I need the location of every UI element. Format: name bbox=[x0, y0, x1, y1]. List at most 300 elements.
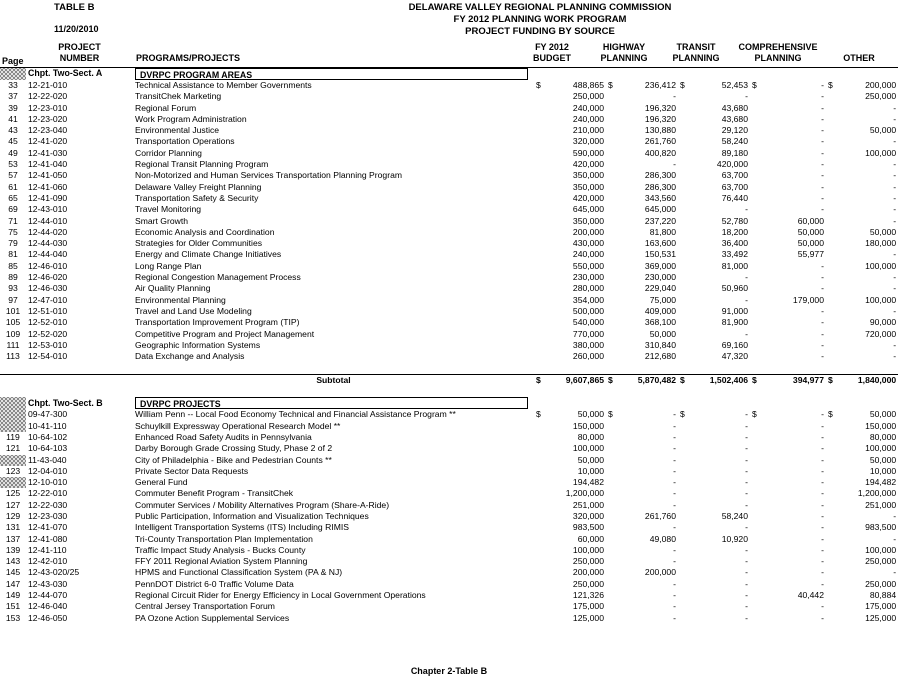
row-description: Regional Congestion Management Process bbox=[135, 272, 301, 283]
row-comprehensive-currency bbox=[750, 579, 760, 590]
row-other-value: 50,000 bbox=[869, 409, 897, 420]
row-project-number: 12-23-010 bbox=[28, 102, 68, 113]
row-transit-currency: $ bbox=[680, 80, 685, 90]
row-project-number: 12-44-040 bbox=[28, 249, 68, 260]
table-row bbox=[0, 421, 898, 432]
row-transit-currency bbox=[678, 136, 688, 147]
row-comprehensive-currency: $ bbox=[752, 80, 757, 90]
row-budget-value: 350,000 bbox=[572, 215, 604, 226]
row-budget-currency bbox=[534, 351, 544, 362]
row-description: Economic Analysis and Coordination bbox=[135, 226, 275, 237]
row-page-number: 149 bbox=[5, 590, 21, 601]
row-comprehensive-currency bbox=[750, 306, 760, 317]
row-budget-currency bbox=[534, 249, 544, 260]
row-project-number: 12-41-080 bbox=[28, 533, 68, 544]
row-comprehensive-currency bbox=[750, 159, 760, 170]
row-project-number: 12-44-020 bbox=[28, 226, 68, 237]
row-description: Regional Transit Planning Program bbox=[135, 159, 269, 170]
row-page-number: 81 bbox=[8, 249, 18, 260]
row-project-number: 12-23-020 bbox=[28, 113, 68, 124]
row-budget-currency bbox=[534, 500, 544, 511]
row-highway-currency bbox=[606, 340, 616, 351]
row-highway-value: - bbox=[673, 499, 676, 510]
row-highway-currency bbox=[606, 421, 616, 432]
row-budget-currency bbox=[534, 545, 544, 556]
report-title bbox=[300, 2, 780, 38]
row-highway-currency bbox=[606, 249, 616, 260]
row-description: Competitive Program and Project Management bbox=[135, 328, 315, 339]
table-label: TABLE B bbox=[54, 2, 95, 13]
row-highway-value: 343,560 bbox=[644, 192, 676, 203]
row-transit-value: - bbox=[745, 612, 748, 623]
section-title-cell bbox=[133, 397, 898, 409]
row-other-value: - bbox=[893, 170, 897, 181]
row-transit-currency bbox=[678, 249, 688, 260]
row-transit-value: 10,920 bbox=[721, 533, 748, 544]
row-other-currency bbox=[826, 432, 840, 443]
row-transit-currency bbox=[678, 432, 688, 443]
row-budget-value: 260,000 bbox=[572, 351, 604, 362]
row-transit-value: 89,180 bbox=[721, 147, 748, 158]
row-project-number: 12-22-010 bbox=[28, 488, 68, 499]
row-page-number: 69 bbox=[8, 204, 18, 215]
row-budget-value: 240,000 bbox=[572, 249, 604, 260]
row-other-value: - bbox=[893, 249, 897, 260]
title-line-1: DELAWARE VALLEY REGIONAL PLANNING COMMISSION bbox=[408, 2, 672, 13]
row-comprehensive-value: - bbox=[821, 567, 824, 578]
row-other-currency bbox=[826, 534, 840, 545]
row-budget-currency bbox=[534, 238, 544, 249]
row-transit-currency bbox=[678, 238, 688, 249]
row-comprehensive-currency bbox=[750, 522, 760, 533]
row-comprehensive-value: - bbox=[821, 125, 824, 136]
row-budget-currency bbox=[534, 534, 544, 545]
row-description: Darby Borough Grade Crossing Study, Phase 2 of 2 bbox=[135, 443, 333, 454]
row-budget-value: 770,000 bbox=[572, 328, 604, 339]
transit-line-1: TRANSIT bbox=[676, 42, 716, 52]
row-other-value: - bbox=[893, 192, 897, 203]
row-highway-currency bbox=[606, 590, 616, 601]
row-transit-currency bbox=[678, 283, 688, 294]
table-row bbox=[0, 466, 898, 477]
row-transit-value: - bbox=[745, 522, 748, 533]
row-budget-value: 240,000 bbox=[572, 102, 604, 113]
row-page-number bbox=[0, 455, 26, 466]
row-comprehensive-currency bbox=[750, 443, 760, 454]
row-project-number: 12-46-020 bbox=[28, 272, 68, 283]
row-comprehensive-value: - bbox=[821, 283, 824, 294]
row-page-number: 111 bbox=[6, 339, 20, 350]
row-description: Regional Forum bbox=[135, 102, 197, 113]
subtotal-transit-value: 1,502,406 bbox=[688, 374, 750, 386]
row-comprehensive-value: - bbox=[821, 328, 824, 339]
row-transit-currency bbox=[678, 500, 688, 511]
row-other-value: 175,000 bbox=[865, 601, 897, 612]
row-transit-currency bbox=[678, 613, 688, 624]
row-transit-value: - bbox=[745, 567, 748, 578]
row-budget-value: 420,000 bbox=[572, 192, 604, 203]
row-comprehensive-value: - bbox=[821, 305, 824, 316]
row-budget-currency bbox=[534, 329, 544, 340]
row-budget-currency bbox=[534, 477, 544, 488]
row-budget-value: 100,000 bbox=[572, 544, 604, 555]
row-budget-value: 80,000 bbox=[577, 431, 604, 442]
row-other-currency bbox=[826, 261, 840, 272]
row-transit-currency bbox=[678, 216, 688, 227]
row-highway-value: 237,220 bbox=[644, 215, 676, 226]
row-other-currency bbox=[826, 114, 840, 125]
row-comprehensive-value: - bbox=[821, 272, 824, 283]
row-highway-value: - bbox=[673, 601, 676, 612]
row-transit-value: 69,160 bbox=[721, 339, 748, 350]
row-highway-currency bbox=[606, 443, 616, 454]
row-description: PA Ozone Action Supplemental Services bbox=[135, 612, 290, 623]
row-transit-currency bbox=[678, 590, 688, 601]
row-other-value: - bbox=[893, 510, 897, 521]
row-highway-currency bbox=[606, 522, 616, 533]
row-transit-value: 29,120 bbox=[721, 125, 748, 136]
row-comprehensive-value: - bbox=[821, 339, 824, 350]
table-row bbox=[0, 477, 898, 488]
row-other-currency bbox=[826, 227, 840, 238]
row-transit-currency bbox=[678, 421, 688, 432]
row-highway-value: 150,531 bbox=[644, 249, 676, 260]
table-row bbox=[0, 556, 898, 567]
row-transit-currency bbox=[678, 466, 688, 477]
row-comprehensive-currency bbox=[750, 556, 760, 567]
row-transit-currency bbox=[678, 477, 688, 488]
row-page-number: 101 bbox=[5, 305, 21, 316]
row-other-currency bbox=[826, 238, 840, 249]
row-project-number: 12-41-020 bbox=[28, 136, 68, 147]
row-project-number: 12-22-030 bbox=[28, 499, 68, 510]
row-project-number: 12-52-020 bbox=[28, 328, 68, 339]
row-budget-value: 983,500 bbox=[572, 522, 604, 533]
row-other-value: 150,000 bbox=[865, 420, 897, 431]
column-header-highway bbox=[588, 42, 660, 64]
row-other-value: 100,000 bbox=[865, 260, 897, 271]
table-row bbox=[0, 261, 898, 272]
row-page-number: 125 bbox=[5, 488, 21, 499]
row-other-currency bbox=[826, 159, 840, 170]
row-highway-value: 50,000 bbox=[649, 328, 676, 339]
row-comprehensive-currency bbox=[750, 148, 760, 159]
row-other-currency bbox=[826, 103, 840, 114]
row-budget-currency bbox=[534, 567, 544, 578]
row-transit-currency bbox=[678, 114, 688, 125]
row-project-number: 12-46-040 bbox=[28, 601, 68, 612]
row-transit-currency bbox=[678, 204, 688, 215]
row-transit-value: - bbox=[745, 578, 748, 589]
row-budget-currency bbox=[534, 148, 544, 159]
row-project-number: 12-43-010 bbox=[28, 204, 68, 215]
row-highway-value: - bbox=[673, 544, 676, 555]
row-comprehensive-currency bbox=[750, 295, 760, 306]
row-project-number: 12-41-070 bbox=[28, 522, 68, 533]
row-other-currency bbox=[826, 170, 840, 181]
row-comprehensive-value: - bbox=[821, 136, 824, 147]
table-row bbox=[0, 272, 898, 283]
row-highway-currency bbox=[606, 159, 616, 170]
row-budget-value: 50,000 bbox=[577, 409, 604, 420]
subtotal-transit-currency: $ bbox=[678, 374, 688, 386]
row-budget-currency bbox=[534, 261, 544, 272]
row-highway-value: 230,000 bbox=[644, 272, 676, 283]
row-other-value: - bbox=[893, 533, 897, 544]
row-page-number bbox=[0, 477, 26, 488]
row-other-currency bbox=[826, 351, 840, 362]
row-transit-value: 81,900 bbox=[721, 317, 748, 328]
row-project-number: 12-46-010 bbox=[28, 260, 68, 271]
row-comprehensive-value: - bbox=[821, 510, 824, 521]
row-other-value: - bbox=[893, 204, 897, 215]
row-description: Environmental Planning bbox=[135, 294, 226, 305]
row-comprehensive-value: - bbox=[821, 170, 824, 181]
row-other-value: 10,000 bbox=[869, 465, 897, 476]
section-title: DVRPC PROJECTS bbox=[135, 397, 528, 409]
row-comprehensive-value: - bbox=[821, 260, 824, 271]
row-transit-value: 36,400 bbox=[721, 238, 748, 249]
row-budget-currency bbox=[534, 272, 544, 283]
table-row bbox=[0, 227, 898, 238]
row-highway-value: 400,820 bbox=[644, 147, 676, 158]
row-comprehensive-currency bbox=[750, 125, 760, 136]
row-highway-value: 236,412 bbox=[644, 80, 676, 90]
row-comprehensive-value: - bbox=[821, 443, 824, 454]
row-other-value: - bbox=[893, 159, 897, 170]
row-highway-currency bbox=[606, 283, 616, 294]
row-project-number: 12-23-030 bbox=[28, 510, 68, 521]
table-row bbox=[0, 545, 898, 556]
row-budget-value: 354,000 bbox=[572, 294, 604, 305]
row-comprehensive-currency bbox=[750, 601, 760, 612]
row-other-value: - bbox=[893, 181, 897, 192]
row-comprehensive-currency bbox=[750, 283, 760, 294]
row-comprehensive-currency bbox=[750, 317, 760, 328]
column-header-page: Page bbox=[2, 56, 24, 66]
row-comprehensive-value: - bbox=[821, 522, 824, 533]
row-transit-currency bbox=[678, 567, 688, 578]
row-project-number: 12-41-050 bbox=[28, 170, 68, 181]
row-comprehensive-value: 60,000 bbox=[797, 215, 824, 226]
title-line-2: FY 2012 PLANNING WORK PROGRAM bbox=[453, 14, 627, 25]
row-transit-currency bbox=[678, 91, 688, 102]
row-comprehensive-value: 179,000 bbox=[792, 294, 824, 305]
row-other-value: 100,000 bbox=[865, 544, 897, 555]
row-comprehensive-value: - bbox=[821, 181, 824, 192]
row-project-number: 12-47-010 bbox=[28, 294, 68, 305]
highway-line-2: PLANNING bbox=[600, 53, 648, 63]
row-highway-currency bbox=[606, 351, 616, 362]
row-transit-value: - bbox=[745, 499, 748, 510]
funding-table bbox=[0, 68, 898, 624]
row-transit-value: 91,000 bbox=[721, 305, 748, 316]
highway-line-1: HIGHWAY bbox=[602, 42, 646, 52]
row-project-number: 12-41-090 bbox=[28, 192, 68, 203]
row-page-number bbox=[0, 421, 26, 432]
row-other-currency bbox=[826, 249, 840, 260]
row-budget-value: 121,326 bbox=[572, 590, 604, 601]
table-row bbox=[0, 567, 898, 578]
subtotal-highway-value: 5,870,482 bbox=[616, 374, 678, 386]
row-other-currency bbox=[826, 545, 840, 556]
section-chapter-label: Chpt. Two-Sect. A bbox=[28, 68, 103, 79]
row-budget-value: 320,000 bbox=[572, 136, 604, 147]
row-project-number: 12-46-030 bbox=[28, 283, 68, 294]
row-description: Long Range Plan bbox=[135, 260, 202, 271]
row-comprehensive-value: - bbox=[821, 601, 824, 612]
row-page-number: 151 bbox=[5, 601, 21, 612]
row-highway-currency bbox=[606, 477, 616, 488]
row-other-currency bbox=[826, 272, 840, 283]
row-highway-value: - bbox=[673, 612, 676, 623]
row-highway-value: 409,000 bbox=[644, 305, 676, 316]
row-page-number: 39 bbox=[8, 102, 18, 113]
row-other-currency bbox=[826, 567, 840, 578]
row-other-currency bbox=[826, 466, 840, 477]
row-highway-value: 196,320 bbox=[644, 102, 676, 113]
row-description: PennDOT District 6-0 Traffic Volume Data bbox=[135, 578, 294, 589]
row-other-value: - bbox=[893, 102, 897, 113]
row-budget-value: 150,000 bbox=[572, 420, 604, 431]
row-budget-currency bbox=[534, 556, 544, 567]
row-other-value: - bbox=[893, 215, 897, 226]
row-comprehensive-value: 40,442 bbox=[797, 590, 824, 601]
row-budget-value: 60,000 bbox=[577, 533, 604, 544]
row-other-currency bbox=[826, 455, 840, 466]
row-page-number: 79 bbox=[8, 238, 18, 249]
row-page-number: 139 bbox=[5, 544, 21, 555]
row-other-value: 200,000 bbox=[865, 80, 897, 90]
row-other-value: - bbox=[893, 339, 897, 350]
row-highway-currency bbox=[606, 500, 616, 511]
row-other-value: 100,000 bbox=[865, 294, 897, 305]
table-row bbox=[0, 136, 898, 147]
row-highway-value: 286,300 bbox=[644, 181, 676, 192]
row-description: TransitChek Marketing bbox=[135, 91, 222, 102]
row-comprehensive-value: - bbox=[821, 556, 824, 567]
row-transit-currency bbox=[678, 261, 688, 272]
row-other-currency bbox=[826, 306, 840, 317]
table-row bbox=[0, 601, 898, 612]
row-budget-value: 420,000 bbox=[572, 159, 604, 170]
row-highway-currency bbox=[606, 170, 616, 181]
row-transit-value: - bbox=[745, 420, 748, 431]
row-comprehensive-value: - bbox=[821, 113, 824, 124]
column-header-comprehensive bbox=[732, 42, 824, 64]
row-project-number: 12-43-020/25 bbox=[28, 567, 80, 578]
table-row bbox=[0, 500, 898, 511]
row-page-number: 145 bbox=[5, 567, 21, 578]
row-transit-currency bbox=[678, 511, 688, 522]
row-other-currency bbox=[826, 136, 840, 147]
row-transit-currency: $ bbox=[680, 409, 685, 420]
row-budget-value: 500,000 bbox=[572, 305, 604, 316]
row-project-number: 12-46-050 bbox=[28, 612, 68, 623]
row-description: FFY 2011 Regional Aviation System Planning bbox=[135, 556, 308, 567]
row-transit-value: - bbox=[745, 443, 748, 454]
row-highway-value: - bbox=[673, 590, 676, 601]
row-transit-currency bbox=[678, 329, 688, 340]
table-row bbox=[0, 317, 898, 328]
row-other-currency bbox=[826, 182, 840, 193]
table-row bbox=[0, 182, 898, 193]
row-budget-currency: $ bbox=[536, 409, 541, 420]
document-header bbox=[0, 0, 898, 40]
row-other-value: - bbox=[893, 136, 897, 147]
table-row bbox=[0, 455, 898, 466]
table-row bbox=[0, 306, 898, 317]
row-budget-value: 645,000 bbox=[572, 204, 604, 215]
row-transit-currency bbox=[678, 601, 688, 612]
row-comprehensive-value: - bbox=[821, 488, 824, 499]
row-highway-value: - bbox=[673, 465, 676, 476]
section-title: DVRPC PROGRAM AREAS bbox=[135, 68, 528, 80]
row-comprehensive-value: - bbox=[821, 578, 824, 589]
spacer-cell bbox=[0, 386, 898, 397]
row-other-currency bbox=[826, 488, 840, 499]
row-other-value: 194,482 bbox=[865, 477, 897, 488]
row-highway-currency bbox=[606, 613, 616, 624]
row-highway-value: 369,000 bbox=[644, 260, 676, 271]
row-highway-currency bbox=[606, 466, 616, 477]
row-other-currency bbox=[826, 216, 840, 227]
row-transit-value: - bbox=[745, 272, 748, 283]
section-header-row bbox=[0, 68, 898, 80]
spacer-cell bbox=[0, 362, 898, 374]
row-other-currency bbox=[826, 511, 840, 522]
row-project-number: 12-41-040 bbox=[28, 159, 68, 170]
row-transit-currency bbox=[678, 182, 688, 193]
row-other-currency bbox=[826, 613, 840, 624]
row-transit-value: 58,240 bbox=[721, 136, 748, 147]
table-row bbox=[0, 238, 898, 249]
row-budget-currency bbox=[534, 216, 544, 227]
row-highway-currency bbox=[606, 511, 616, 522]
row-highway-value: 310,840 bbox=[644, 339, 676, 350]
row-page-number: 121 bbox=[5, 443, 21, 454]
row-transit-value: - bbox=[745, 465, 748, 476]
subtotal-budget-value: 9,607,865 bbox=[544, 374, 606, 386]
row-project-number: 12-21-010 bbox=[28, 80, 68, 90]
row-other-currency bbox=[826, 340, 840, 351]
row-comprehensive-currency bbox=[750, 590, 760, 601]
row-other-value: 251,000 bbox=[865, 499, 897, 510]
row-description: Transportation Improvement Program (TIP) bbox=[135, 317, 300, 328]
row-transit-value: - bbox=[745, 294, 748, 305]
row-other-value: 90,000 bbox=[869, 317, 897, 328]
row-budget-value: 251,000 bbox=[572, 499, 604, 510]
table-row bbox=[0, 80, 898, 91]
row-highway-value: 229,040 bbox=[644, 283, 676, 294]
row-description: Commuter Services / Mobility Alternatives Program (Share-A-Ride) bbox=[135, 499, 390, 510]
row-comprehensive-currency bbox=[750, 272, 760, 283]
row-page-number: 37 bbox=[8, 91, 18, 102]
comprehensive-line-2: PLANNING bbox=[754, 53, 802, 63]
row-other-currency bbox=[826, 317, 840, 328]
row-comprehensive-currency bbox=[750, 114, 760, 125]
row-page-number: 61 bbox=[8, 181, 18, 192]
row-transit-value: - bbox=[745, 454, 748, 465]
row-highway-currency bbox=[606, 306, 616, 317]
row-highway-value: - bbox=[673, 159, 676, 170]
row-transit-currency bbox=[678, 103, 688, 114]
row-highway-value: 75,000 bbox=[649, 294, 676, 305]
row-description: Private Sector Data Requests bbox=[135, 465, 249, 476]
row-budget-currency bbox=[534, 91, 544, 102]
row-other-currency bbox=[826, 590, 840, 601]
row-comprehensive-value: - bbox=[821, 192, 824, 203]
